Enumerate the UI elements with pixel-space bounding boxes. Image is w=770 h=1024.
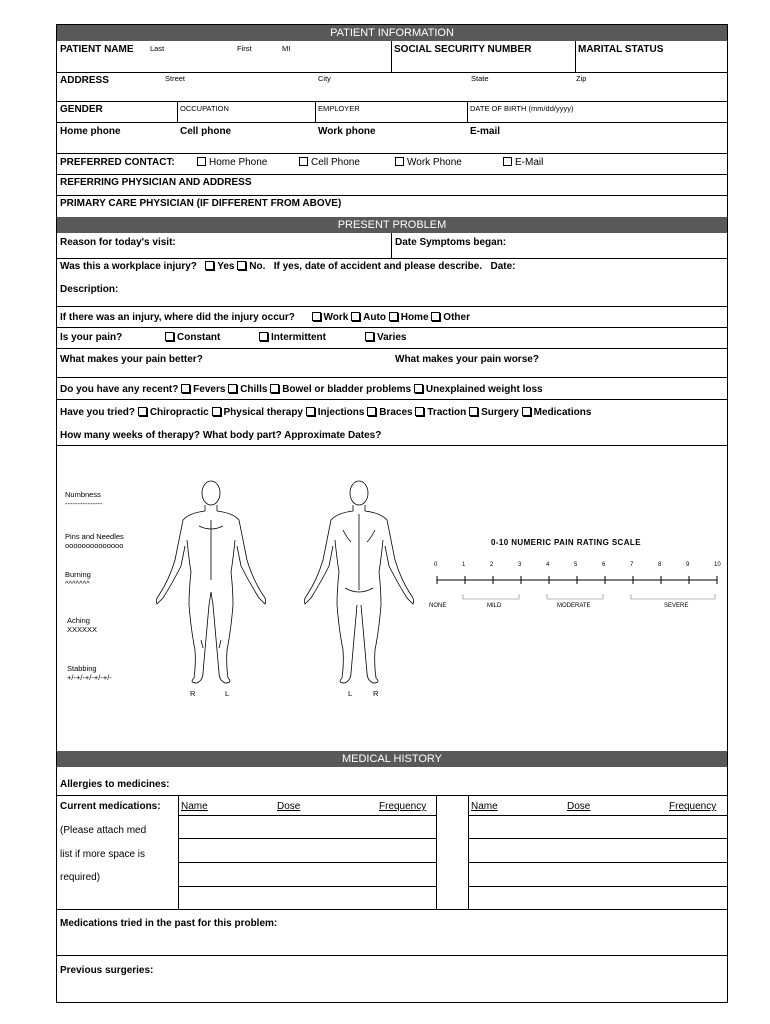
braces-checkbox[interactable] [367,407,376,416]
meds-tried-field[interactable]: Medications tried in the past for this problem: [60,918,278,929]
pc-work-checkbox[interactable]: Work Phone [395,157,462,168]
checkbox-icon [165,332,174,341]
zip-field[interactable]: Zip [576,74,587,83]
pain-scale-title: 0-10 NUMERIC PAIN RATING SCALE [491,538,641,547]
back-left-label: L [348,689,353,698]
med-row-4-left[interactable] [178,886,436,887]
other-checkbox[interactable] [431,312,440,321]
checkbox-icon [503,157,512,166]
intermittent-checkbox[interactable]: Intermittent [259,332,326,343]
patient-name-label: PATIENT NAME [60,44,134,55]
first-name-field[interactable]: First [237,44,252,53]
legend-burning: Burning ^^^^^^^ [65,570,91,588]
street-field[interactable]: Street [165,74,186,83]
pain-scale-number: 1 [462,562,466,568]
pain-scale-line[interactable] [433,573,723,587]
patient-info-header: PATIENT INFORMATION [57,25,727,41]
last-name-field[interactable]: Last [150,44,165,53]
scale-none-label: NONE [429,603,447,609]
preferred-contact-label: PREFERRED CONTACT: [60,157,175,168]
checkbox-icon [365,332,374,341]
scale-severe-label: SEVERE [664,603,689,609]
legend-stabbing: Stabbing +/-+/-+/-+/-+/- [67,664,112,682]
pain-scale-number: 9 [686,562,690,568]
gender-field[interactable]: GENDER [60,104,103,115]
current-meds-label: Current medications: [60,801,161,812]
present-problem-header: PRESENT PROBLEM [57,217,727,233]
dob-field[interactable]: DATE OF BIRTH (mm/dd/yyyy) [470,104,574,113]
home-checkbox[interactable] [389,312,398,321]
pain-worse-field[interactable]: What makes your pain worse? [395,354,539,365]
medical-history-header: MEDICAL HISTORY [57,751,727,767]
city-field[interactable]: City [318,74,331,83]
med-row-4-right[interactable] [468,886,727,887]
pain-scale-number: 2 [490,562,494,568]
body-front-figure[interactable] [149,480,274,690]
pain-scale-number: 5 [574,562,578,568]
legend-numbness: Numbness --------------- [65,490,103,508]
pain-scale-number: 10 [714,562,721,568]
checkbox-icon [259,332,268,341]
pc-email-checkbox[interactable]: E-Mail [503,157,543,168]
state-field[interactable]: State [471,74,489,83]
ssn-field[interactable]: SOCIAL SECURITY NUMBER [394,44,532,55]
pain-scale-number: 3 [518,562,522,568]
therapy-weeks-field[interactable]: How many weeks of therapy? What body part? Approximate Dates? [60,430,382,441]
legend-aching: Aching XXXXXX [67,616,98,634]
tried-treatments-row: Have you tried? Chiropractic Physical therapy Injections Braces Traction Surgery Medications [60,407,592,418]
primary-care-field[interactable]: PRIMARY CARE PHYSICIAN (IF DIFFERENT FROM ABOVE) [60,198,342,209]
checkbox-icon [197,157,206,166]
chiropractic-checkbox[interactable] [138,407,147,416]
legend-pins-needles: Pins and Needles oooooooooooooo [65,532,124,550]
med-row-1-right[interactable] [468,815,727,816]
checkbox-icon [299,157,308,166]
injections-checkbox[interactable] [306,407,315,416]
traction-checkbox[interactable] [415,407,424,416]
pain-better-field[interactable]: What makes your pain better? [60,354,203,365]
surgery-checkbox[interactable] [469,407,478,416]
no-checkbox[interactable] [237,261,246,270]
med-name-header-1: Name [181,801,208,812]
med-dose-header-2: Dose [567,801,591,812]
auto-checkbox[interactable] [351,312,360,321]
description-field[interactable]: Description: [60,284,119,295]
med-row-2-right[interactable] [468,838,727,839]
attach-note-1: (Please attach med [60,825,147,836]
employer-field[interactable]: EMPLOYER [318,104,360,113]
weight-loss-checkbox[interactable] [414,384,423,393]
email-field[interactable]: E-mail [470,126,501,137]
recent-symptoms-row: Do you have any recent? Fevers Chills Bowel or bladder problems Unexplained weight loss [60,384,543,395]
medications-checkbox[interactable] [522,407,531,416]
pc-home-checkbox[interactable]: Home Phone [197,157,267,168]
body-back-figure[interactable] [297,480,422,690]
med-row-3-left[interactable] [178,862,436,863]
pain-scale-brackets [433,593,723,603]
attach-note-3: required) [60,872,101,883]
allergies-field[interactable]: Allergies to medicines: [60,779,170,790]
med-dose-header-1: Dose [277,801,301,812]
occupation-field[interactable]: OCCUPATION [180,104,229,113]
work-checkbox[interactable] [312,312,321,321]
med-row-1-left[interactable] [178,815,436,816]
back-right-label: R [373,689,379,698]
constant-checkbox[interactable]: Constant [165,332,220,343]
front-left-label: L [225,689,230,698]
attach-note-2: list if more space is [60,849,146,860]
pain-scale-number: 4 [546,562,550,568]
med-frequency-header-2: Frequency [669,801,717,812]
med-row-2-left[interactable] [178,838,436,839]
scale-moderate-label: MODERATE [557,603,591,609]
workplace-injury-row: Was this a workplace injury? Yes No. If yes, date of accident and please describe. Date: [60,261,516,272]
referring-physician-field[interactable]: REFERRING PHYSICIAN AND ADDRESS [60,177,252,188]
cell-phone-field[interactable]: Cell phone [180,126,232,137]
med-name-header-2: Name [471,801,498,812]
pain-scale-number: 7 [630,562,634,568]
pain-scale-number: 0 [434,562,438,568]
date-symptoms-field[interactable]: Date Symptoms began: [395,237,507,248]
address-label: ADDRESS [60,75,109,86]
med-frequency-header-1: Frequency [379,801,427,812]
work-phone-field[interactable]: Work phone [318,126,376,137]
scale-mild-label: MILD [487,603,502,609]
home-phone-field[interactable]: Home phone [60,126,121,137]
bowel-checkbox[interactable] [270,384,279,393]
chills-checkbox[interactable] [228,384,237,393]
pain-type-label: Is your pain? [60,332,123,343]
med-row-3-right[interactable] [468,862,727,863]
fevers-checkbox[interactable] [181,384,190,393]
pain-scale-number: 8 [658,562,662,568]
mi-field[interactable]: MI [282,44,291,53]
patient-intake-form [56,24,728,1003]
pc-cell-checkbox[interactable]: Cell Phone [299,157,360,168]
varies-checkbox[interactable]: Varies [365,332,406,343]
yes-checkbox[interactable] [205,261,214,270]
front-right-label: R [190,689,196,698]
reason-field[interactable]: Reason for today's visit: [60,237,176,248]
pain-scale-number: 6 [602,562,606,568]
pt-checkbox[interactable] [212,407,221,416]
marital-status-field[interactable]: MARITAL STATUS [578,44,664,55]
injury-location-row: If there was an injury, where did the injury occur? Work Auto Home Other [60,312,470,323]
previous-surgeries-field[interactable]: Previous surgeries: [60,965,154,976]
checkbox-icon [395,157,404,166]
